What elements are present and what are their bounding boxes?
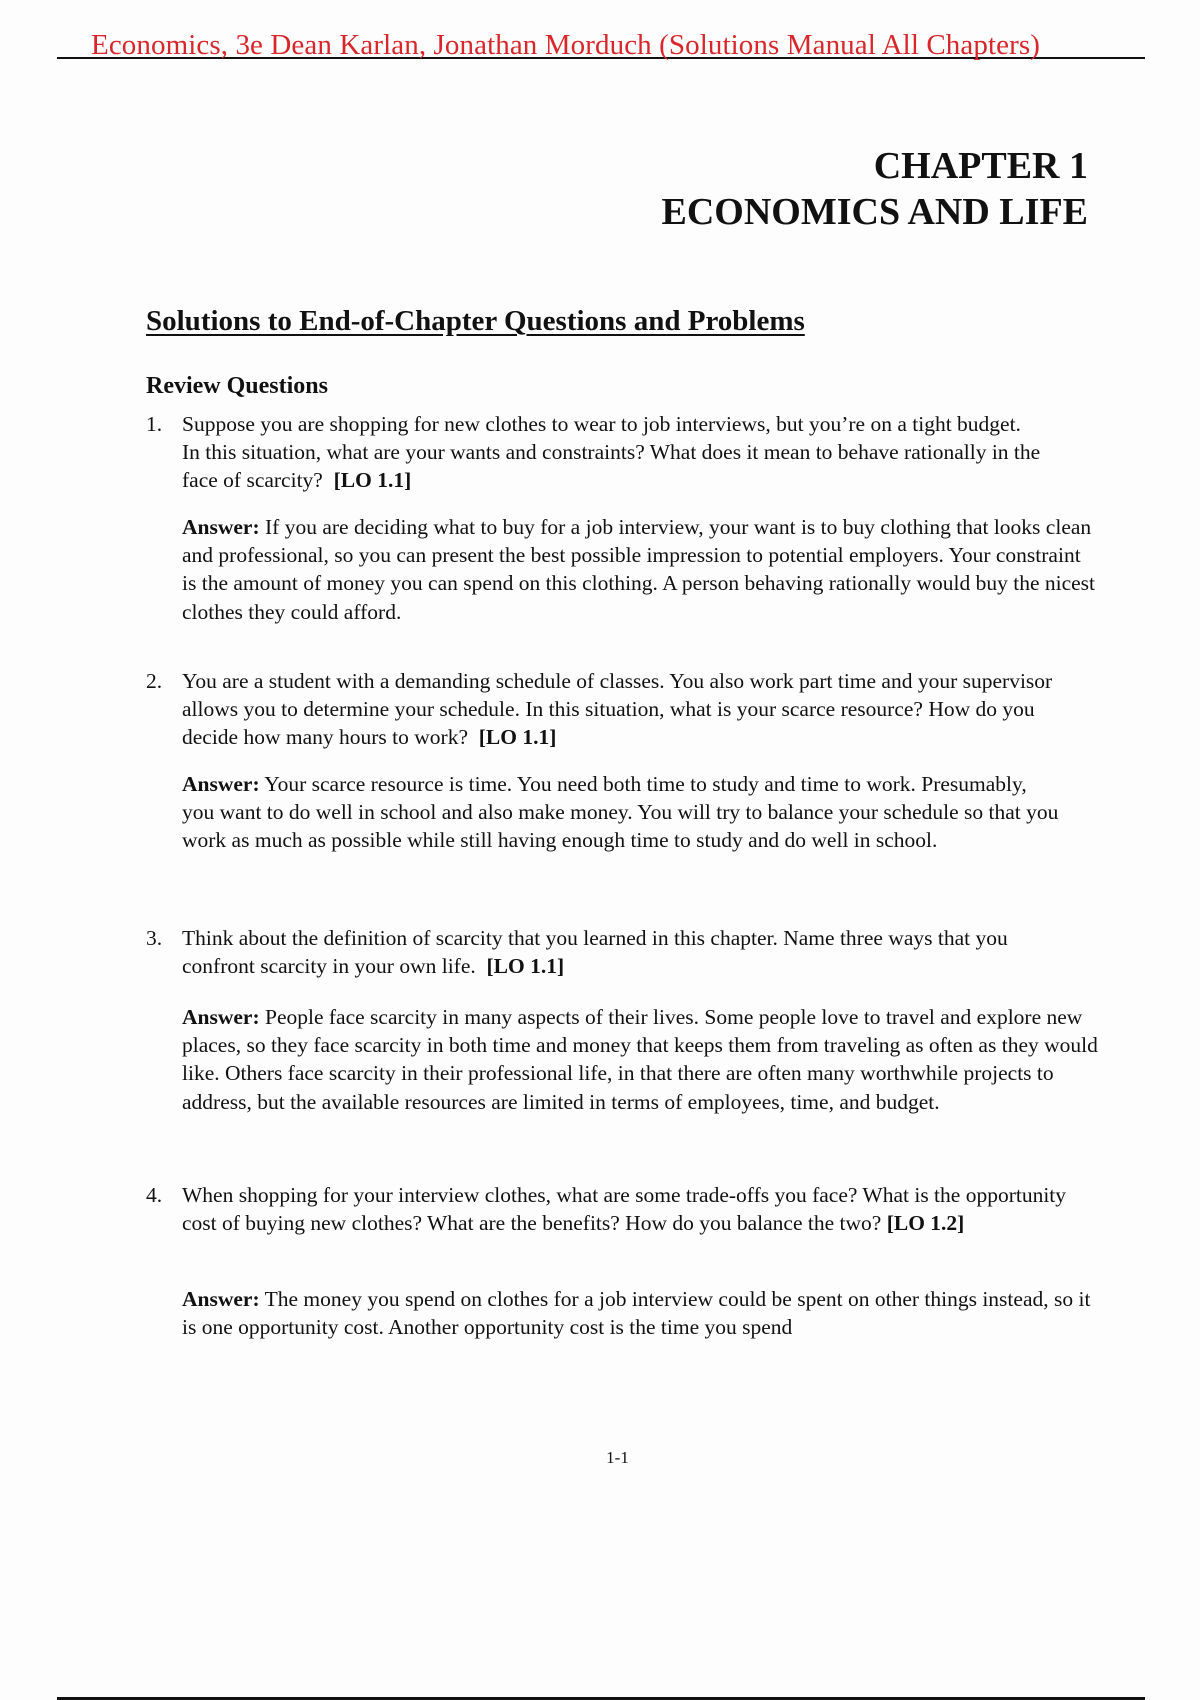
- answer-3: [182, 1003, 1102, 1116]
- question-number: 2.: [146, 669, 163, 693]
- question-number: 4.: [146, 1183, 163, 1207]
- chapter-heading: [662, 143, 1089, 235]
- answer-label: Answer:: [182, 1287, 260, 1311]
- question-number: 1.: [146, 412, 163, 436]
- answer-label: Answer:: [182, 1005, 260, 1029]
- running-header: [57, 28, 1145, 61]
- question-3: [146, 924, 1091, 980]
- answer-text: Your scarce resource is time. You need both time to study and time to work. Presumably, you want to do well in school and also make money. You will try to balance your schedule so that you work as much as possible while still having enough time to study and do well in school.: [182, 772, 1059, 853]
- chapter-number: CHAPTER 1: [873, 145, 1088, 187]
- question-text: When shopping for your interview clothes, what are some trade-offs you face? What is the opportunity cost of buying new clothes? What are the benefits? How do you balance the two?: [182, 1183, 1067, 1236]
- answer-2: [182, 770, 1062, 855]
- question-1: [146, 410, 1091, 495]
- learning-objective: [LO 1.1]: [478, 725, 557, 750]
- question-4: [146, 1181, 1091, 1237]
- answer-text: People face scarcity in many aspects of their lives. Some people love to travel and explore new places, so they face scarcity in both time and money that keeps them from traveling as often as they would like. Others face scarcity in their professional life, in that there are often many worthwhile projects to address, but the available resources are limited in terms of employees, time, and budget.: [182, 1005, 1098, 1114]
- answer-label: Answer:: [182, 515, 260, 539]
- chapter-title: ECONOMICS AND LIFE: [661, 191, 1088, 233]
- answer-1: [182, 513, 1097, 626]
- header-title: Economics, 3e Dean Karlan, Jonathan Morduch (Solutions Manual All Chapters): [91, 29, 1040, 61]
- question-number: 3.: [146, 926, 163, 950]
- answer-text: If you are deciding what to buy for a job interview, your want is to buy clothing that looks clean and professional, so you can present the best possible impression to potential employers. Your constraint is the amount of money you can spend on this clothing. A person behaving rationally would buy the nicest clothes they could afford.: [182, 515, 1096, 624]
- answer-4: [182, 1285, 1097, 1341]
- section-heading: Solutions to End-of-Chapter Questions and Problems: [146, 305, 805, 337]
- learning-objective: [LO 1.2]: [886, 1211, 965, 1236]
- learning-objective: [LO 1.1]: [333, 468, 412, 493]
- learning-objective: [LO 1.1]: [486, 954, 565, 979]
- answer-label: Answer:: [182, 772, 260, 796]
- question-text: You are a student with a demanding schedule of classes. You also work part time and your supervisor allows you to determine your schedule. In this situation, what is your scarce resource? How do you decide how many hours to work?: [182, 669, 1053, 750]
- page-number: 1-1: [606, 1448, 629, 1467]
- question-text: Suppose you are shopping for new clothes to wear to job interviews, but you’re on a tight budget. In this situation, what are your wants and constraints? What does it mean to behave rationally in the face of scarcity?: [182, 412, 1041, 493]
- question-text: Think about the definition of scarcity that you learned in this chapter. Name three ways that you confront scarcity in your own life.: [182, 926, 1008, 979]
- question-2: [146, 667, 1091, 752]
- subsection-heading: Review Questions: [146, 373, 328, 399]
- answer-text: The money you spend on clothes for a job interview could be spent on other things instead, so it is one opportunity cost. Another opportunity cost is the time you spend: [182, 1287, 1091, 1340]
